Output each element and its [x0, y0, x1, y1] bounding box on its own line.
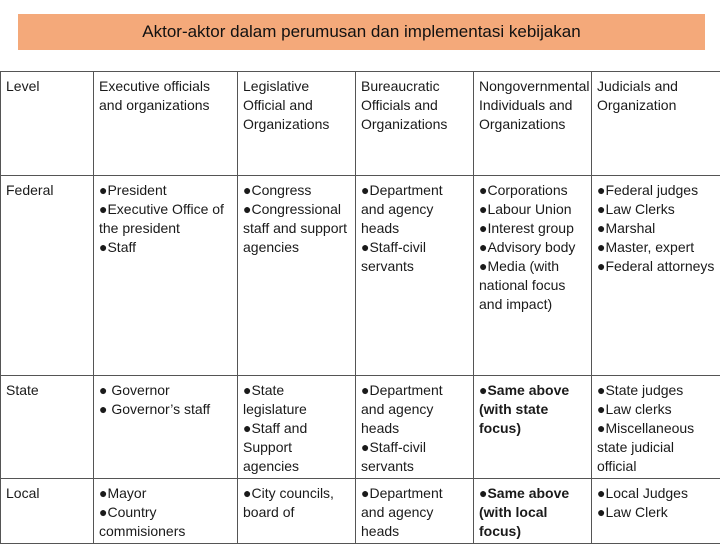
list-item: ●Master, expert: [597, 238, 716, 257]
state-legislative-cell: [238, 376, 356, 479]
local-level-label: Local: [1, 479, 94, 544]
bullet-icon: ●: [99, 382, 111, 398]
list-item: ● Governor: [99, 381, 233, 400]
list-item: ●Interest group: [479, 219, 587, 238]
state-level-label: State: [1, 376, 94, 479]
list-item: ●Law Clerk: [597, 503, 716, 522]
list-item: ●State judges: [597, 381, 716, 400]
header-executive: Executive officials and organizations: [94, 72, 238, 176]
local-executive-cell: [94, 479, 238, 544]
list-item: ●State legislature: [243, 381, 351, 419]
list-item: ●President: [99, 181, 233, 200]
bullet-icon: ●: [597, 239, 605, 255]
bullet-icon: ●: [243, 382, 251, 398]
list-item: ●Marshal: [597, 219, 716, 238]
list-item: ●Congress: [243, 181, 351, 200]
bullet-icon: ●: [597, 420, 605, 436]
list-item: ●Law clerks: [597, 400, 716, 419]
state-judicial-cell: [592, 376, 720, 479]
list-item: ●Federal judges: [597, 181, 716, 200]
list-item: ●City councils, board of: [243, 484, 351, 522]
federal-nongovernmental-cell: [474, 176, 592, 376]
list-item: ●Executive Office of the president: [99, 200, 233, 238]
federal-row: [1, 176, 720, 376]
state-bureaucratic-cell: [356, 376, 474, 479]
bullet-icon: ●: [597, 220, 605, 236]
header-legislative: Legislative Official and Organizations: [238, 72, 356, 176]
list-item: ●Staff: [99, 238, 233, 257]
local-judicial-cell: [592, 479, 720, 544]
bullet-icon: ●: [99, 485, 107, 501]
actors-table: [0, 71, 720, 544]
list-item: ●Department and agency heads: [361, 181, 469, 238]
list-item: ●Department and agency heads: [361, 484, 469, 541]
list-item: ●Same above (with state focus): [479, 381, 587, 438]
federal-bureaucratic-cell: [356, 176, 474, 376]
list-item: ● Governor’s staff: [99, 400, 233, 419]
bullet-icon: ●: [479, 485, 487, 501]
bullet-icon: ●: [361, 382, 369, 398]
local-legislative-cell: [238, 479, 356, 544]
list-item: ●Federal attorneys: [597, 257, 716, 276]
bullet-icon: ●: [99, 504, 107, 520]
federal-judicial-cell: [592, 176, 720, 376]
bullet-icon: ●: [479, 382, 487, 398]
header-row: [1, 72, 720, 176]
list-item: ●Mayor: [99, 484, 233, 503]
list-item: ●Local Judges: [597, 484, 716, 503]
bullet-icon: ●: [597, 504, 605, 520]
bullet-icon: ●: [597, 485, 605, 501]
local-row: [1, 479, 720, 544]
bullet-icon: ●: [479, 182, 487, 198]
federal-legislative-cell: [238, 176, 356, 376]
header-judicial: Judicials and Organization: [592, 72, 720, 176]
bullet-icon: ●: [479, 220, 487, 236]
list-item: ●Law Clerks: [597, 200, 716, 219]
bullet-icon: ●: [597, 201, 605, 217]
bullet-icon: ●: [99, 401, 111, 417]
list-item: ●Same above (with local focus): [479, 484, 587, 541]
local-nongovernmental-cell: [474, 479, 592, 544]
list-item: ●Department and agency heads: [361, 381, 469, 438]
bullet-icon: ●: [99, 201, 107, 217]
bullet-icon: ●: [243, 182, 251, 198]
bullet-icon: ●: [361, 485, 369, 501]
local-bureaucratic-cell: [356, 479, 474, 544]
list-item: ●Country commisioners: [99, 503, 233, 541]
state-executive-cell: [94, 376, 238, 479]
bullet-icon: ●: [597, 382, 605, 398]
list-item: ●Labour Union: [479, 200, 587, 219]
bullet-icon: ●: [479, 239, 487, 255]
slide-title-banner: [18, 14, 705, 50]
bullet-icon: ●: [361, 439, 369, 455]
header-nongovernmental: Nongovernmental Individuals and Organizations: [474, 72, 592, 176]
bullet-icon: ●: [361, 239, 369, 255]
bullet-icon: ●: [361, 182, 369, 198]
bullet-icon: ●: [243, 420, 251, 436]
bullet-icon: ●: [243, 201, 251, 217]
state-nongovernmental-cell: [474, 376, 592, 479]
list-item: ●Advisory body: [479, 238, 587, 257]
list-item: ●Miscellaneous state judicial official: [597, 419, 716, 476]
bullet-icon: ●: [597, 182, 605, 198]
slide-title: Aktor-aktor dalam perumusan dan implementasi kebijakan: [142, 22, 580, 42]
list-item: ●Congressional staff and support agencies: [243, 200, 351, 257]
header-level: Level: [1, 72, 94, 176]
bullet-icon: ●: [99, 182, 107, 198]
bullet-icon: ●: [597, 401, 605, 417]
bullet-icon: ●: [479, 258, 487, 274]
bullet-icon: ●: [99, 239, 107, 255]
bullet-icon: ●: [243, 485, 251, 501]
bullet-icon: ●: [597, 258, 605, 274]
list-item: ●Media (with national focus and impact): [479, 257, 587, 314]
bullet-icon: ●: [479, 201, 487, 217]
federal-executive-cell: [94, 176, 238, 376]
list-item: ●Staff-civil servants: [361, 438, 469, 476]
list-item: ●Corporations: [479, 181, 587, 200]
header-bureaucratic: Bureaucratic Officials and Organizations: [356, 72, 474, 176]
list-item: ●Staff-civil servants: [361, 238, 469, 276]
list-item: ●Staff and Support agencies: [243, 419, 351, 476]
state-row: [1, 376, 720, 479]
federal-level-label: Federal: [1, 176, 94, 376]
